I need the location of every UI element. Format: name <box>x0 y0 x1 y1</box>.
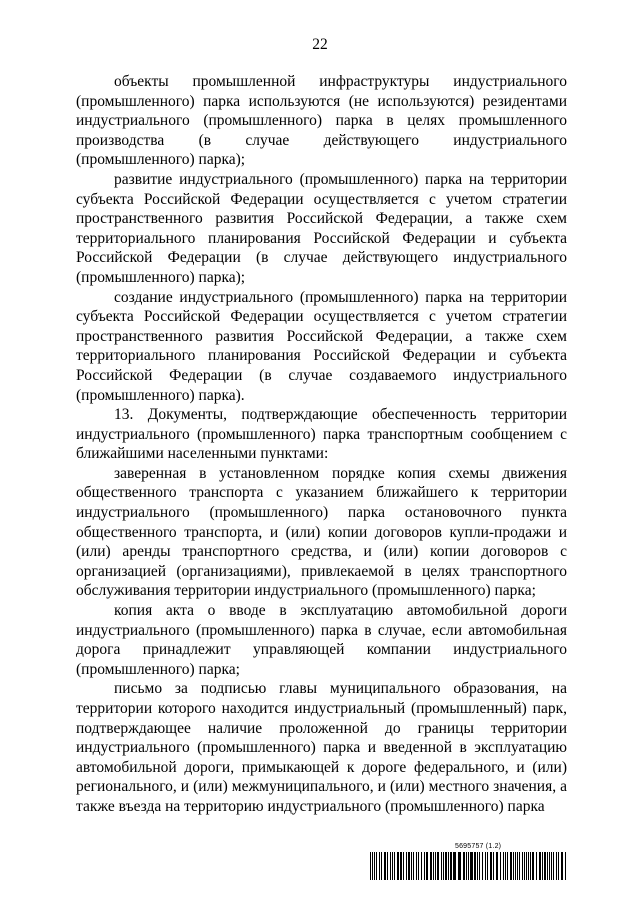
page-number: 22 <box>312 36 328 53</box>
paragraph-infrastructure-use: объекты промышленной инфраструктуры индустриального (промышленного) парка используются (не используются) резидентами индустриального (промышленного) парка в целях промышленного производства (в случае действующего индустриального (промышленного) парка); <box>76 73 567 169</box>
paragraph-municipal-letter: письмо за подписью главы муниципального образования, на территории которого находится индустриальный (промышленный) парк, подтверждающее наличие проложенной до границы территории индустриального (промышленного) парка и введенной в эксплуатацию автомобильной дороги, примыкающей к дороге федерального, и (или) регионального, и (или) межмуниципального, и (или) местного значения, а также въезда на территорию индустриального (промышленного) парка <box>76 680 567 815</box>
paragraph-transport-scheme-copy: заверенная в установленном порядке копия схемы движения общественного транспорта с указанием ближайшего к территории индустриального (промышленного) парка остановочного пункта общественного транспорта, и (или) копии договоров купли-продажи и (или) аренды транспортного средства, и (или) копии договоров с организацией (организациями), привлекаемой в целях транспортного обслуживания территории индустриального (промышленного) парка; <box>76 464 567 600</box>
paragraph-park-development: развитие индустриального (промышленного) парка на территории субъекта Российской Федерации осуществляется с учетом стратегии пространственного развития Российской Федерации, а также схем территориального планирования Российской Федерации и субъекта Российской Федерации (в случае действующего индустриального (промышленного) парка); <box>76 170 567 286</box>
document-code: 5695757 (1.2) <box>455 843 502 850</box>
document-body <box>76 72 567 817</box>
paragraph-road-commissioning-act: копия акта о вводе в эксплуатацию автомобильной дороги индустриального (промышленного) парка в случае, если автомобильная дорога принадлежит управляющей компании индустриального (промышленного) парка; <box>76 602 567 678</box>
paragraph-item-13: 13. Документы, подтверждающие обеспеченность территории индустриального (промышленного) парка транспортным сообщением с ближайшими населенными пунктами: <box>76 406 567 463</box>
barcode <box>370 852 566 880</box>
paragraph-park-creation: создание индустриального (промышленного) парка на территории субъекта Российской Федерации осуществляется с учетом стратегии пространственного развития Российской Федерации, а также схем территориального планирования Российской Федерации и субъекта Российской Федерации (в случае создаваемого индустриального (промышленного) парка). <box>76 288 567 404</box>
